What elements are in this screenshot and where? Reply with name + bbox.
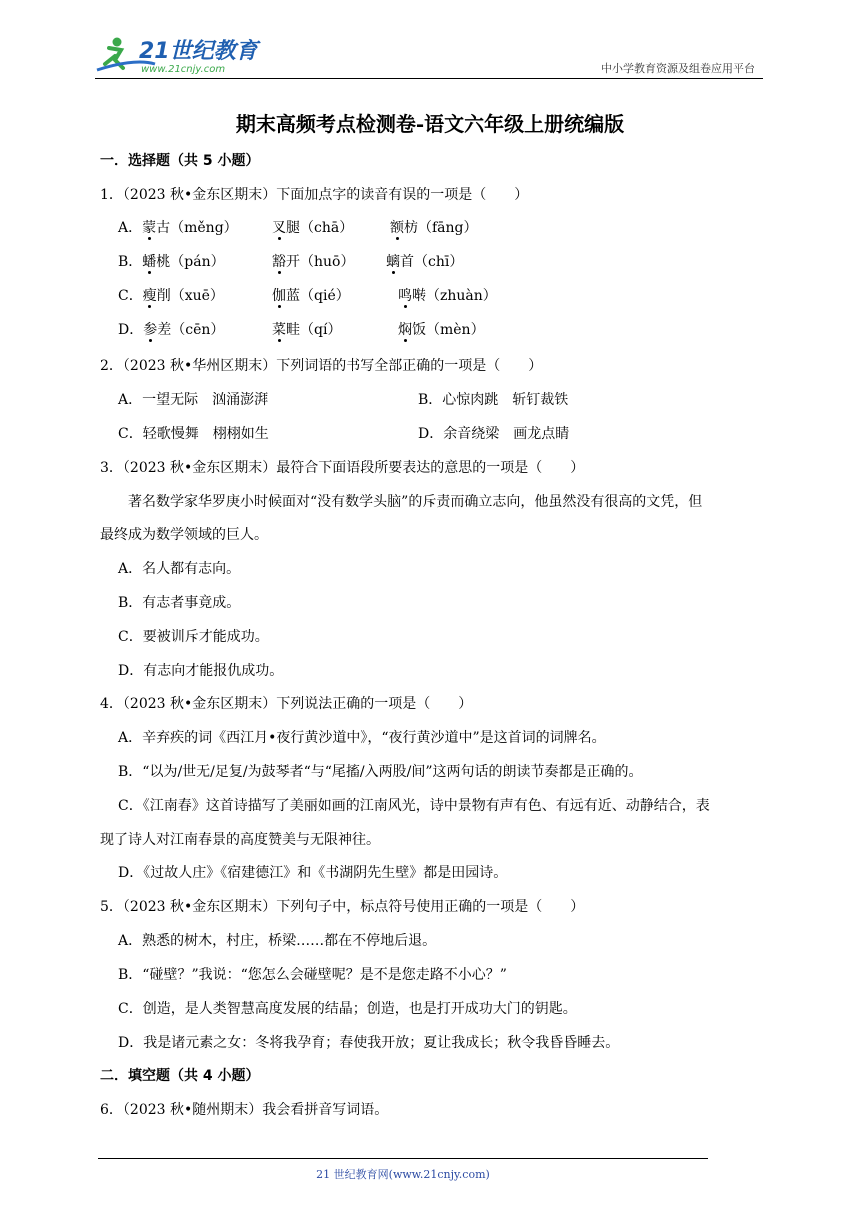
- q4-option-d[interactable]: D．《过故人庄》《宿建德江》和《书湖阴先生壁》都是田园诗。: [118, 865, 508, 881]
- q4-option-c-continued: 现了诗人对江南春景的高度赞美与无限神往。: [100, 832, 380, 848]
- page-header: [95, 30, 763, 80]
- q6-stem: 6．（2023 秋•随州期末）我会看拼音写词语。: [100, 1102, 389, 1118]
- q1-option-b-3: 螭首（chī）: [386, 254, 464, 270]
- q1-option-c[interactable]: C．瘦削（xuē）: [118, 288, 224, 304]
- section-heading-choice: 一．选择题（共 5 小题）: [100, 153, 260, 169]
- q3-option-a[interactable]: A．名人都有志向。: [118, 561, 241, 577]
- q5-option-d[interactable]: D．我是诸元素之女：冬将我孕育；春使我开放；夏让我成长；秋令我昏昏睡去。: [118, 1035, 620, 1051]
- q1-option-d-2: 菜畦（qí）: [272, 322, 342, 338]
- q4-option-c[interactable]: C．《江南春》这首诗描写了美丽如画的江南风光，诗中景物有声有色、有远有近、动静结合，表: [118, 798, 710, 814]
- footer-link[interactable]: 21 世纪教育网(www.21cnjy.com): [316, 1168, 490, 1181]
- q1-option-a-2: 叉腿（chā）: [272, 220, 354, 236]
- q5-option-c[interactable]: C．创造，是人类智慧高度发展的结晶；创造，也是打开成功大门的钥匙。: [118, 1001, 577, 1017]
- q1-option-a[interactable]: A．蒙古（měng）: [118, 220, 238, 236]
- q1-option-c-2: 伽蓝（qié）: [272, 288, 350, 304]
- svg-text:www.21cnjy.com: www.21cnjy.com: [141, 64, 226, 75]
- svg-text:21世纪教育: 21世纪教育: [139, 39, 258, 64]
- q4-option-b[interactable]: B．“以为/世无/足复/为鼓琴者“与“尾搐/入两股/间”这两句话的朗读节奏都是正确的。: [118, 764, 643, 780]
- q2-option-d[interactable]: D．余音绕梁 画龙点睛: [418, 426, 570, 442]
- q1-option-d-3: 焖饭（mèn）: [398, 322, 485, 338]
- q2-option-a[interactable]: A．一望无际 汹涌澎湃: [118, 392, 269, 408]
- q2-option-b[interactable]: B．心惊肉跳 斩钉裁铁: [418, 392, 569, 408]
- q3-passage-line1: 著名数学家华罗庚小时候面对“没有数学头脑”的斥责而确立志向，他虽然没有很高的文凭，但: [128, 494, 703, 510]
- section-heading-fill: 二．填空题（共 4 小题）: [100, 1068, 260, 1084]
- q1-stem: 1．（2023 秋•金东区期末）下面加点字的读音有误的一项是（ ）: [100, 187, 529, 203]
- q3-passage-line2: 最终成为数学领域的巨人。: [100, 527, 268, 543]
- footer-divider: [98, 1158, 708, 1159]
- q2-option-c[interactable]: C．轻歌慢舞 栩栩如生: [118, 426, 269, 442]
- q1-option-b[interactable]: B．蟠桃（pán）: [118, 254, 225, 270]
- q3-option-b[interactable]: B．有志者事竟成。: [118, 595, 241, 611]
- q4-stem: 4．（2023 秋•金东区期末）下列说法正确的一项是（ ）: [100, 696, 473, 712]
- q5-stem: 5．（2023 秋•金东区期末）下列句子中，标点符号使用正确的一项是（ ）: [100, 899, 585, 915]
- header-divider: [95, 78, 763, 79]
- logo-21cnjy: [95, 34, 275, 76]
- q1-option-a-3: 额枋（fāng）: [390, 220, 478, 236]
- page-title: 期末高频考点检测卷-语文六年级上册统编版: [235, 112, 625, 136]
- q1-option-d[interactable]: D．参差（cēn）: [118, 322, 225, 338]
- q5-option-a[interactable]: A．熟悉的树木，村庄，桥梁……都在不停地后退。: [118, 933, 437, 949]
- q5-option-b[interactable]: B．“碰壁？”我说：“您怎么会碰壁呢？是不是您走路不小心？”: [118, 967, 507, 983]
- q2-stem: 2．（2023 秋•华州区期末）下列词语的书写全部正确的一项是（ ）: [100, 358, 543, 374]
- platform-name: 中小学教育资源及组卷应用平台: [601, 62, 755, 75]
- q1-option-b-2: 豁开（huō）: [272, 254, 355, 270]
- q4-option-a[interactable]: A．辛弃疾的词《西江月•夜行黄沙道中》，“夜行黄沙道中”是这首词的词牌名。: [118, 730, 606, 746]
- q1-option-c-3: 鸣啭（zhuàn）: [398, 288, 497, 304]
- q3-stem: 3．（2023 秋•金东区期末）最符合下面语段所要表达的意思的一项是（ ）: [100, 460, 585, 476]
- q3-option-d[interactable]: D．有志向才能报仇成功。: [118, 663, 284, 679]
- q3-option-c[interactable]: C．要被训斥才能成功。: [118, 629, 269, 645]
